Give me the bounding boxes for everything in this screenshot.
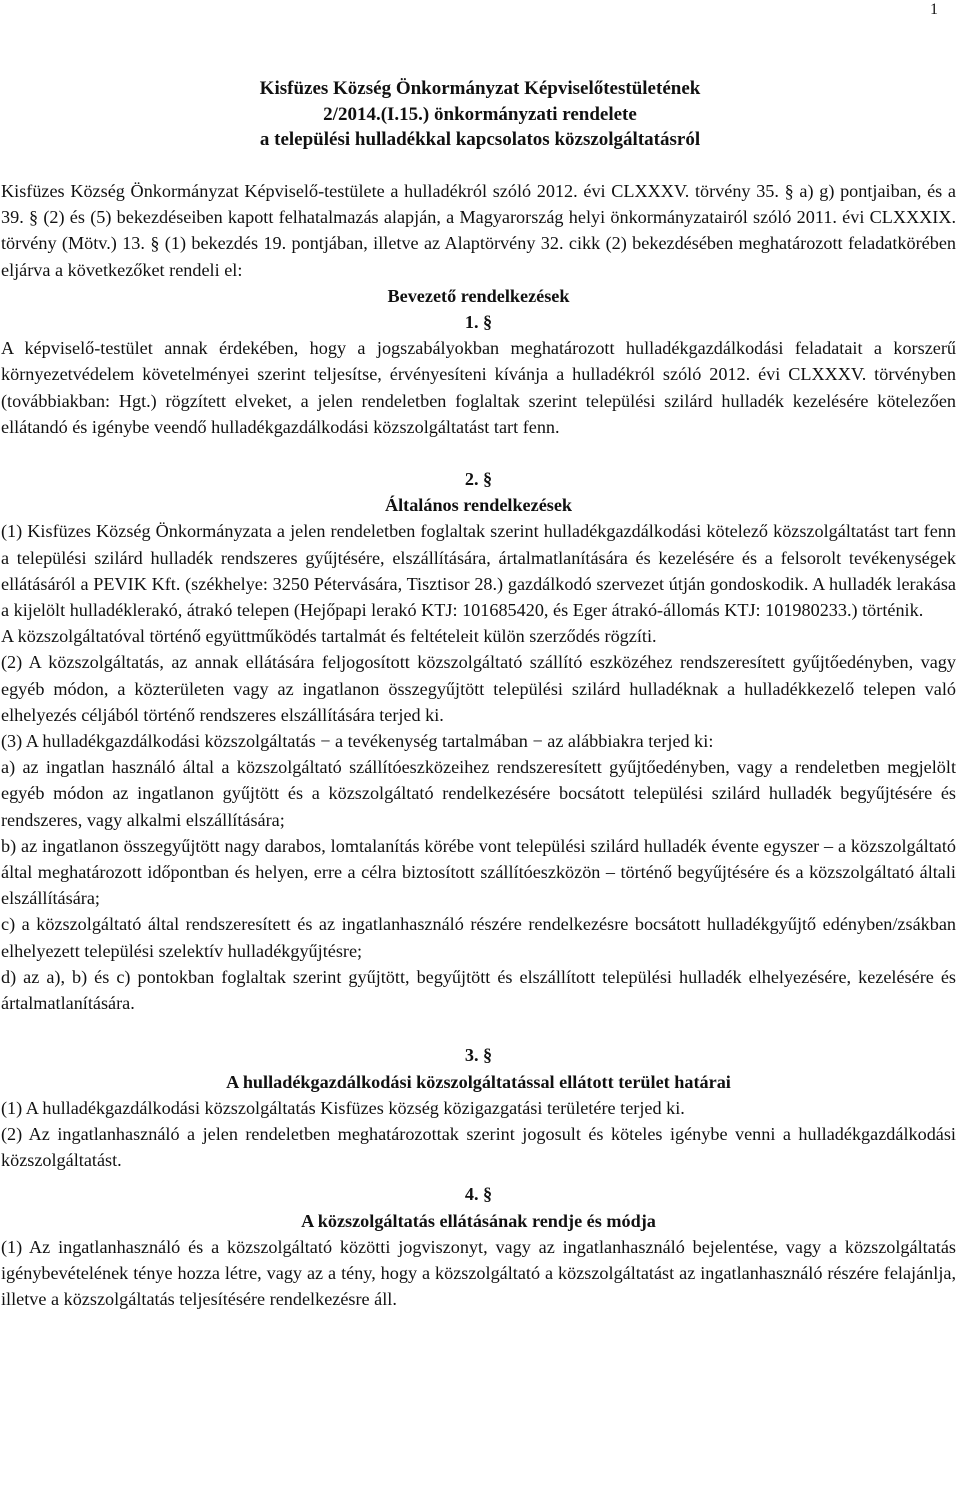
section-3-heading: A hulladékgazdálkodási közszolgáltatással ellátott terület határai (226, 1071, 731, 1092)
section-2-paragraph-3: (2) A közszolgáltatás, az annak ellátására feljogosított közszolgáltató szállító eszközéhez rendszeresített gyűjtőedényben, vagy egyéb módon, a közterületen vagy az ingatlanon összegyűjtött települési szilárd hulladéknak a hulladékkezelő telepen való elhelyezés céljából történő rendszeres elszállítására terjed ki. (1, 652, 956, 725)
section-4-heading: A közszolgáltatás ellátásának rendje és módja (301, 1210, 656, 1231)
section-1-number: 1. § (464, 312, 493, 333)
section-3-paragraph-2: (2) Az ingatlanhasználó a jelen rendeletben meghatározottak szerint jogosult és köteles igénybe venni a hulladékgazdálkodási közszolgáltatást. (1, 1123, 956, 1171)
section-2-paragraph-1: (1) Kisfüzes Község Önkormányzata a jelen rendeletben foglaltak szerint hulladékgazdálkodási kötelező közszolgáltatást tart fenn a települési szilárd hulladék rendszeres gyűjtésére, elszállítására, ártalmatlanítására és kezelésére és a felsorolt tevékenységek ellátásáról a PEVIK Kft. (székhelye: 3250 Pétervására, Tisztisor 28.) gazdálkodó szervezet útján gondoskodik. A hulladék lerakása a kijelölt hulladéklerakó, átrakó telepen (Hejőpapi lerakó KTJ: 101685420, és Eger átrakó-állomás KTJ: 101980233.) történik. (1, 521, 956, 621)
document-body (1, 178, 956, 1312)
section-2-paragraph-4: (3) A hulladékgazdálkodási közszolgáltatás − a tevékenység tartalmában − az alábbiakra terjed ki: (1, 731, 714, 752)
section-1-heading: Bevezető rendelkezések (387, 285, 570, 306)
section-2-heading: Általános rendelkezések (384, 495, 573, 516)
spacer (1, 440, 956, 466)
section-3-paragraph-1: (1) A hulladékgazdálkodási közszolgáltatás Kisfüzes község közigazgatási területére terjed ki. (1, 1097, 685, 1118)
section-2-point-b: b) az ingatlanon összegyűjtött nagy darabos, lomtalanítás körébe vont települési szilárd hulladék évente egyszer – a közszolgáltató által meghatározott időpontban és helyen, erre a célra biztosított szállítóeszközön – történő begyűjtésére és a közszolgáltató általi elszállítására; (1, 835, 956, 909)
section-2-point-c: c) a közszolgáltató által rendszeresített és az ingatlanhasználó részére rendelkezésre bocsátott hulladékgyűjtő edényben/zsákban elhelyezett települési szelektív hulladékgyűjtésre; (1, 914, 956, 961)
section-2-paragraph-2: A közszolgáltatóval történő együttműködés tartalmát és feltételeit külön szerződés rögzíti. (1, 626, 657, 647)
section-2-point-a: a) az ingatlan használó által a közszolgáltató szállítóeszközeihez rendszeresített gyűjtőedényben, vagy a rendeletben megjelölt egyéb módon az ingatlanon gyűjtött és a közszolgáltató rendelkezésére bocsátott települési szilárd hulladék begyűjtésére és rendszeres, vagy alkalmi elszállítására; (1, 757, 956, 830)
section-2-point-d: d) az a), b) és c) pontokban foglaltak szerint gyűjtött, begyűjtött és elszállított települési hulladék elhelyezésére, kezelésére és ártalmatlanítására. (1, 966, 956, 1014)
title-line-1: Kisfüzes Község Önkormányzat Képviselőtestületének (259, 78, 701, 99)
title-line-2: 2/2014.(I.15.) önkormányzati rendelete (323, 103, 637, 125)
section-1-text: A képviselő-testület annak érdekében, hogy a jogszabályokban meghatározott hulladékgazdálkodási feladatait a korszerű környezetvédelem követelményei szerint teljesítse, érvényesíteni kívánja a hulladékról szóló 2012. évi CLXXXV. törvényben (továbbiakban: Hgt.) rögzített elveket, a jelen rendeletben foglaltak szerint települési szilárd hulladék kezelésére kötelezően ellátandó és igénybe veendő hulladékgazdálkodási közszolgáltatást tart fenn. (1, 338, 956, 437)
preamble: Kisfüzes Község Önkormányzat Képviselő-testülete a hulladékról szóló 2012. évi CLXXXV. törvény 35. § a) g) pontjaiban, és a 39. § (2) és (5) bekezdéseiben kapott felhatalmazás alapján, a Magyarország helyi önkormányzatairól szóló 2011. évi CLXXXIX. törvény (Mötv.) 13. § (1) bekezdés 19. pontjában, illetve az Alaptörvény 32. cikk (2) bekezdésében meghatározott feladatkörében eljárva a következőket rendeli el: (1, 181, 956, 280)
page-number: 1 (930, 1, 938, 18)
title-line-3: a települési hulladékkal kapcsolatos közszolgáltatásról (259, 129, 701, 150)
document-title (0, 76, 960, 153)
section-4-paragraph-1: (1) Az ingatlanhasználó és a közszolgáltató közötti jogviszonyt, vagy az ingatlanhasználó bejelentése, vagy a közszolgáltatás igénybevételének ténye hozza létre, vagy az a tény, hogy a közszolgáltató a közszolgáltatást az ingatlanhasználó részére felajánlja, illetve a közszolgáltatás teljesítésére rendelkezésre áll. (1, 1236, 956, 1310)
section-4-number: 4. § (464, 1184, 493, 1205)
spacer (1, 1173, 956, 1181)
section-3-number: 3. § (464, 1045, 493, 1066)
spacer (1, 1016, 956, 1042)
section-2-number: 2. § (464, 469, 493, 490)
